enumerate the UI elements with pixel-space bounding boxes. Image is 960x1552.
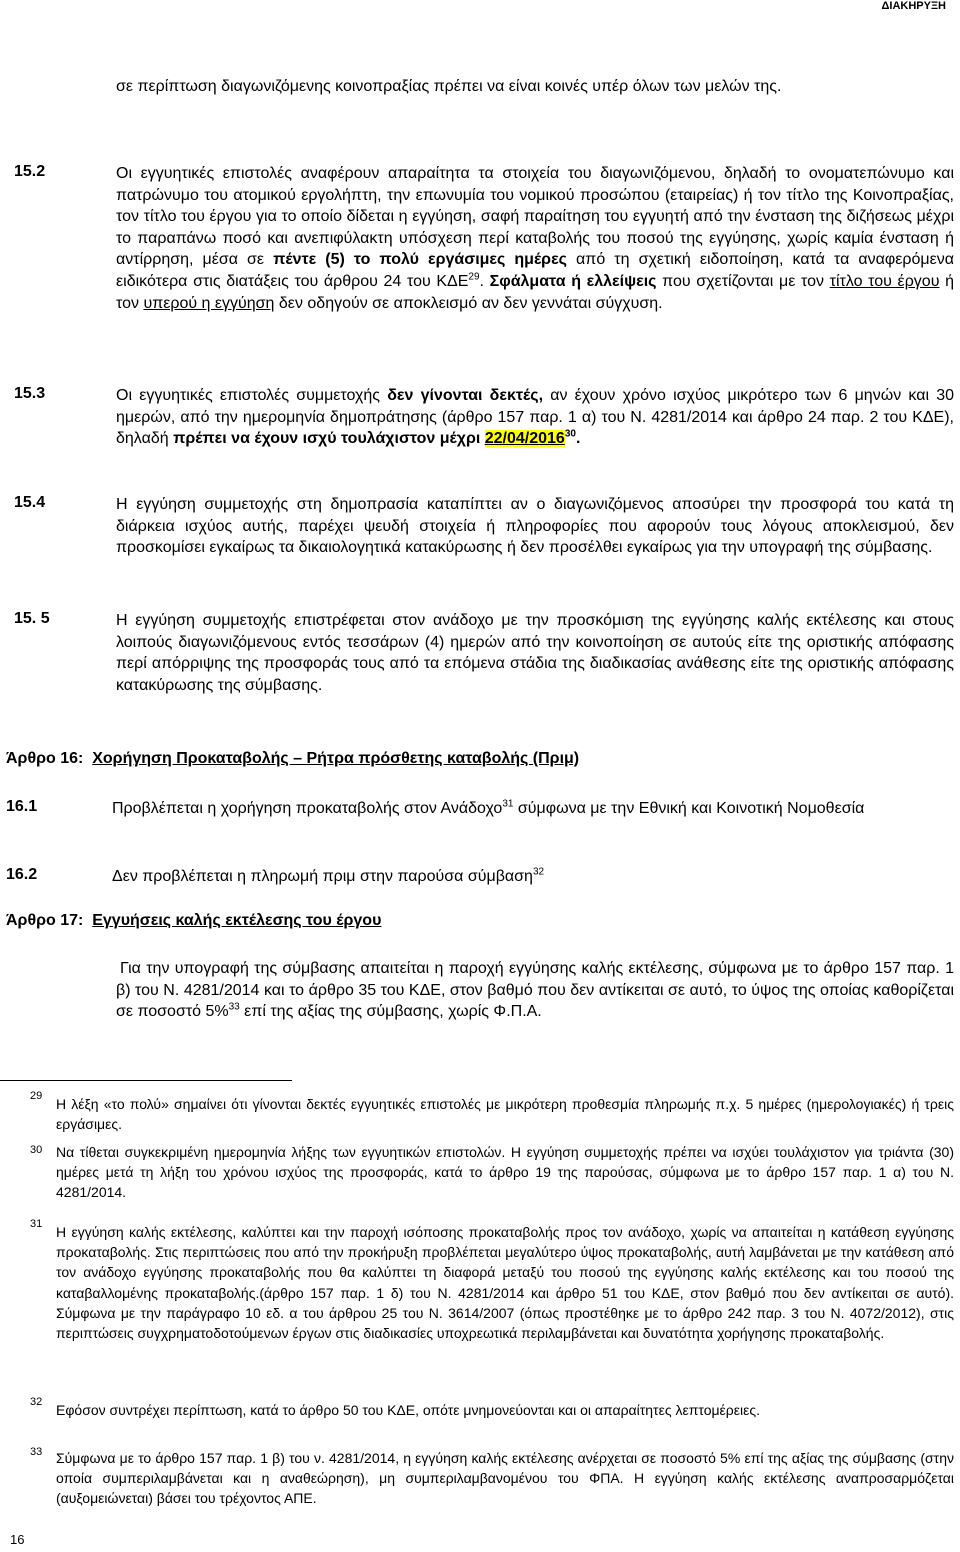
section-16-2-text xyxy=(112,866,954,888)
section-15-2-text xyxy=(116,163,954,314)
section-number-15-3: 15.3 xyxy=(14,385,46,402)
section-number-16-2: 16.2 xyxy=(6,866,38,883)
s15-2-underline-title: τίτλο του έργου xyxy=(829,272,940,290)
s15-3-part1: Οι εγγυητικές επιστολές συμμετοχής xyxy=(116,387,388,404)
intro-paragraph: σε περίπτωση διαγωνιζόμενης κοινοπραξίας πρέπει να είναι κοινές υπέρ όλων των μελών της. xyxy=(116,78,782,95)
footnote-32 xyxy=(56,1400,954,1420)
footnote-ref-32: 32 xyxy=(532,866,545,878)
footnote-30-number: 30 xyxy=(30,1144,43,1156)
section-number-15-5: 15. 5 xyxy=(14,610,50,627)
s15-3-bold-validity: πρέπει να έχουν ισχύ τουλάχιστον μέχρι xyxy=(173,430,485,448)
section-15-3-text xyxy=(116,385,954,450)
s15-2-part5: ή τον xyxy=(116,272,955,312)
s15-2-bold-errors: Σφάλματα ή ελλείψεις xyxy=(489,272,657,290)
footnote-33 xyxy=(56,1448,954,1509)
article-17-title: Εγγυήσεις καλής εκτέλεσης του έργου xyxy=(92,912,382,929)
s15-2-part6: δεν οδηγούν σε αποκλεισμό αν δεν γεννάται σύγχυση. xyxy=(274,294,663,312)
section-number-16-1: 16.1 xyxy=(6,798,38,815)
page-number: 16 xyxy=(10,1532,25,1547)
p17-part2: επί της αξίας της σύμβασης, χωρίς Φ.Π.Α. xyxy=(239,1003,542,1021)
article-17-heading xyxy=(6,912,381,930)
section-15-4-text: Η εγγύηση συμμετοχής στη δημοπρασία καταπίπτει αν ο διαγωνιζόμενος αποσύρει την προσφορά του κατά τη διάρκεια ισχύος αυτής, παρέχει ψευδή στοιχεία ή πληροφορίες που αφορούν τους λόγους αποκλεισμού, δεν προσκομίσει εγκαίρως τα δικαιολογητικά κατακύρωσης ή δεν προσέλθει εγκαίρως για την υπογραφή της σύμβασης. xyxy=(116,496,954,557)
article-16-label: Άρθρο 16: xyxy=(6,750,84,767)
footnote-29 xyxy=(56,1094,954,1134)
footnote-32-text: Εφόσον συντρέχει περίπτωση, κατά το άρθρο 50 του ΚΔΕ, οπότε μνημονεύονται και οι απαραίτητες λεπτομέρειες. xyxy=(56,1402,760,1418)
footnote-29-number: 29 xyxy=(30,1090,43,1102)
footnote-ref-31: 31 xyxy=(502,798,514,810)
footnote-31-text: Η εγγύηση καλής εκτέλεσης, καλύπτει και την παροχή ισόποσης προκαταβολής προς τον ανάδοχο, χωρίς να απαιτείται η κατάθεση εγγύησης προκαταβολής. Στις περιπτώσεις που από την προκήρυξη προβλέπεται μεγαλύτερο ύψος προκαταβολής, αυτή λαμβάνεται με την κατάθεση από τον ανάδοχο εγγύησης προκαταβολής που θα καλύπτει τη διαφορά μεταξύ του ποσού της εγγύησης καλής εκτέλεσης και του ποσού της καταβαλλομένης προκαταβολής.(άρθρο 157 παρ. 1 δ) του Ν. 4281/2014 και άρθρο 51 του ΚΔΕ, στον βαθμό που δεν αντίκειται σε αυτό). Σύμφωνα με την παράγραφο 10 εδ. α του άρθρου 25 του Ν. 3614/2007 (όπως προστέθηκε με το άρθρο 242 παρ. 3 του Ν. 4072/2012), στις περιπτώσεις συγχρηματοδοτούμενων έργων στις διαδικασίες υποχρεωτικά περιλαμβάνεται και δυνατότητα χορήγησης προκαταβολής. xyxy=(56,1224,954,1342)
s15-3-highlighted-date: 22/04/2016 xyxy=(484,430,565,448)
article-17-paragraph xyxy=(116,958,954,1023)
s16-1-part2: σύμφωνα με την Εθνική και Κοινοτική Νομοθεσία xyxy=(513,800,865,817)
document-header: ΔΙΑΚΗΡΥΞΗ xyxy=(881,0,946,12)
article-17-label: Άρθρο 17: xyxy=(6,912,84,929)
footnote-31-number: 31 xyxy=(30,1218,43,1230)
footnote-separator xyxy=(0,1080,292,1081)
s15-2-part3: . xyxy=(479,272,484,290)
p17-part1: Για την υπογραφή της σύμβασης απαιτείται η παροχή εγγύησης καλής εκτέλεσης, σύμφωνα με το άρθρο 157 παρ. 1 β) του Ν. 4281/2014 και το άρθρο 35 του ΚΔΕ, στον βαθμό που δεν αντίκειται σε αυτό, το ύψος της οποίας καθορίζεται σε ποσοστό 5% xyxy=(116,960,954,1021)
footnote-33-text: Σύμφωνα με το άρθρο 157 παρ. 1 β) του ν. 4281/2014, η εγγύηση καλής εκτέλεσης ανέρχεται σε ποσοστό 5% επί της αξίας της σύμβασης (στην οποία συμπεριλαμβάνεται και η αναθεώρηση), μη συμπεριλαμβανομένου του ΦΠΑ. Η εγγύηση καλής εκτέλεσης αναπροσαρμόζεται (αυξομειώνεται) βάσει του τρέχοντος ΑΠΕ. xyxy=(56,1450,954,1507)
footnote-29-text: Η λέξη «το πολύ» σημαίνει ότι γίνονται δεκτές εγγυητικές επιστολές με μικρότερη προθεσμία πληρωμής π.χ. 5 ημέρες (ημερολογιακές) ή τρεις εργάσιμες. xyxy=(56,1096,954,1133)
footnote-32-number: 32 xyxy=(30,1396,43,1408)
footnote-ref-30: 30 xyxy=(564,428,576,440)
footnote-31 xyxy=(56,1222,954,1343)
section-number-15-4: 15.4 xyxy=(14,494,46,511)
s15-2-bold-deadline: πέντε (5) το πολύ εργάσιμες ημέρες xyxy=(273,251,567,269)
s15-3-part2: αν έχουν χρόνο ισχύος μικρότερο των 6 μηνών και 30 ημερών, από την ημερομηνία δημοπράτησης (άρθρο 157 παρ. 1 α) του Ν. 4281/2014 και άρθρο 24 παρ. 2 του ΚΔΕ), δηλαδή xyxy=(116,387,954,448)
s16-2-part1: Δεν προβλέπεται η πληρωμή πριμ στην παρούσα σύμβαση xyxy=(112,868,533,885)
s15-3-period: . xyxy=(575,430,581,448)
s15-3-bold-not-accepted: δεν γίνονται δεκτές, xyxy=(387,387,544,404)
footnote-ref-33: 33 xyxy=(228,1001,240,1013)
section-number-15-2: 15.2 xyxy=(14,163,46,180)
s15-2-part4: που σχετίζονται με τον xyxy=(656,272,830,290)
s15-2-underline-guarantee: υπερού η εγγύηση xyxy=(143,294,275,312)
s16-1-part1: Προβλέπεται η χορήγηση προκαταβολής στον Ανάδοχο xyxy=(112,800,503,817)
footnote-30 xyxy=(56,1142,954,1203)
footnote-33-number: 33 xyxy=(30,1446,43,1458)
s15-2-part2: από τη σχετική ειδοποίηση, κατά τα αναφερόμενα ειδικότερα στις διατάξεις του άρθρου 24 του ΚΔΕ xyxy=(116,251,955,290)
footnote-30-text: Να τίθεται συγκεκριμένη ημερομηνία λήξης των εγγυητικών επιστολών. Η εγγύηση συμμετοχής πρέπει να ισχύει τουλάχιστον για τριάντα (30) ημέρες μετά τη λήξη του χρόνου ισχύος της προσφοράς, κατά το άρθρο 19 της παρούσας, σύμφωνα με το άρθρο 157 παρ. 1 α) του Ν. 4281/2014. xyxy=(56,1144,954,1201)
section-15-5-text: Η εγγύηση συμμετοχής επιστρέφεται στον ανάδοχο με την προσκόμιση της εγγύησης καλής εκτέλεσης και στους λοιπούς διαγωνιζόμενους εντός τεσσάρων (4) ημερών από την κοινοποίηση σε αυτούς είτε της οριστικής απόφασης περί απόρριψης της προσφοράς τους από τα επόμενα στάδια της διαδικασίας ανάθεσης είτε της οριστικής απόφασης κατακύρωσης της σύμβασης. xyxy=(116,612,954,694)
footnote-ref-29: 29 xyxy=(468,271,480,283)
section-16-1-text xyxy=(112,798,954,820)
article-16-title: Χορήγηση Προκαταβολής – Ρήτρα πρόσθετης καταβολής (Πριμ) xyxy=(92,750,580,767)
s15-2-part1: Οι εγγυητικές επιστολές αναφέρουν απαραίτητα τα στοιχεία του διαγωνιζόμενου, δηλαδή το ονοματεπώνυμο και πατρώνυμο του ατομικού εργολήπτη, την επωνυμία του νομικού προσώπου (εταιρείας) ή τον τίτλο της Κοινοπραξίας, τον τίτλο του έργου για το οποίο δίδεται η εγγύηση, σαφή παραίτηση του εγγυητή από την ένσταση της διζήσεως μέχρι το παραπάνω ποσό και ανεπιφύλακτη υπόσχεση περί καταβολής του ποσού της εγγύησης, χωρίς καμία ένσταση ή αντίρρηση, μέσα σε xyxy=(116,165,954,269)
article-16-heading xyxy=(6,750,579,768)
